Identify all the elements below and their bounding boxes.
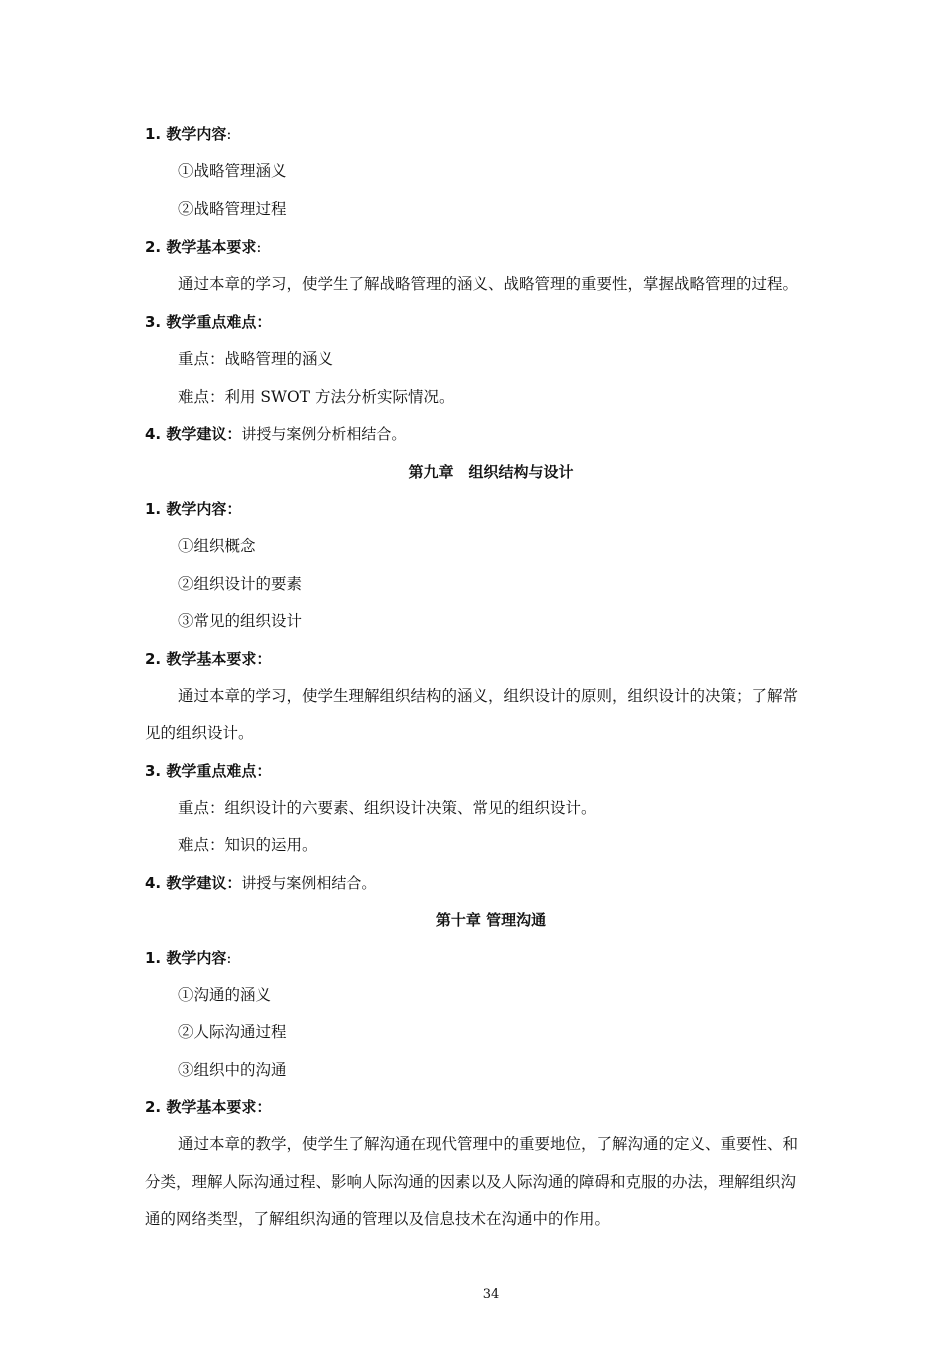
- content-item: ③组织中的沟通: [178, 1061, 287, 1079]
- key-points-heading: 3. 教学重点难点：: [145, 762, 272, 780]
- teaching-content-heading: 1. 教学内容:: [145, 125, 232, 143]
- chapter-title: 第十章 管理沟通: [435, 911, 547, 929]
- key-point-text: 重点：组织设计的六要素、组织设计决策、常见的组织设计。: [178, 799, 597, 817]
- difficult-point-text: 难点：利用 SWOT 方法分析实际情况。: [178, 388, 455, 406]
- page-number: 34: [482, 1287, 500, 1302]
- key-points-heading: 3. 教学重点难点：: [145, 313, 272, 331]
- content-item: ②战略管理过程: [178, 200, 287, 218]
- teaching-content-heading: 1. 教学内容：: [145, 500, 242, 518]
- requirements-text: 通的网络类型，了解组织沟通的管理以及信息技术在沟通中的作用。: [145, 1210, 611, 1228]
- basic-requirements-heading: 2. 教学基本要求:: [145, 238, 262, 256]
- content-item: ①战略管理涵义: [178, 162, 287, 180]
- difficult-point-text: 难点：知识的运用。: [178, 836, 318, 854]
- basic-requirements-heading: 2. 教学基本要求：: [145, 1098, 272, 1116]
- requirements-text: 通过本章的学习，使学生了解战略管理的涵义、战略管理的重要性，掌握战略管理的过程。: [178, 275, 799, 293]
- content-item: ①组织概念: [178, 537, 256, 555]
- requirements-text: 分类，理解人际沟通过程、影响人际沟通的因素以及人际沟通的障碍和克服的办法，理解组织沟: [145, 1173, 797, 1191]
- requirements-text: 通过本章的学习，使学生理解组织结构的涵义，组织设计的原则，组织设计的决策；了解常: [178, 687, 799, 705]
- requirements-text: 见的组织设计。: [145, 724, 254, 742]
- teaching-advice: 4. 教学建议：讲授与案例相结合。: [145, 874, 377, 892]
- chapter-title: 第九章 组织结构与设计: [408, 463, 574, 481]
- teaching-content-heading: 1. 教学内容:: [145, 949, 232, 967]
- content-item: ②人际沟通过程: [178, 1023, 287, 1041]
- content-item: ①沟通的涵义: [178, 986, 272, 1004]
- content-item: ②组织设计的要素: [178, 575, 303, 593]
- teaching-advice: 4. 教学建议：讲授与案例分析相结合。: [145, 425, 407, 443]
- content-item: ③常见的组织设计: [178, 612, 303, 630]
- key-point-text: 重点：战略管理的涵义: [178, 350, 334, 368]
- requirements-text: 通过本章的教学，使学生了解沟通在现代管理中的重要地位，了解沟通的定义、重要性、和: [178, 1135, 799, 1153]
- basic-requirements-heading: 2. 教学基本要求：: [145, 650, 272, 668]
